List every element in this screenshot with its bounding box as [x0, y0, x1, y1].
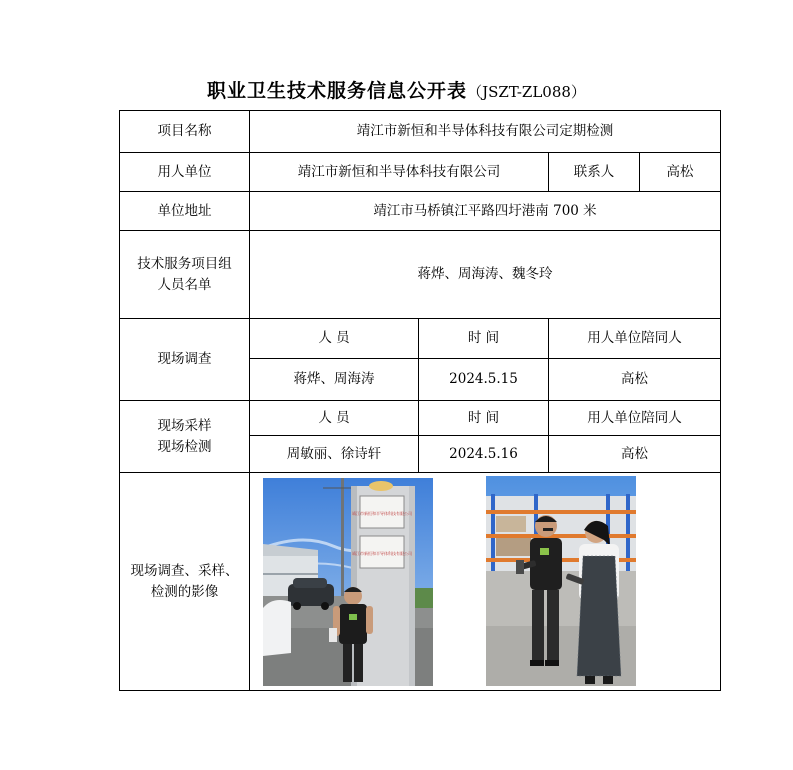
sign-text-2: 靖江市新恒和半导体科技有限公司 — [352, 551, 412, 556]
row-address — [120, 192, 721, 231]
team-value: 蒋烨、周海涛、魏冬玲 — [250, 231, 721, 319]
sign-text-1: 靖江市新恒和半导体科技有限公司 — [352, 511, 412, 516]
sampling-col-time: 时 间 — [419, 401, 549, 436]
row-team — [120, 231, 721, 319]
survey-col-companion: 用人单位陪同人 — [549, 319, 721, 359]
survey-companion: 高松 — [549, 359, 721, 401]
address-label: 单位地址 — [120, 192, 250, 231]
row-project-name — [120, 111, 721, 153]
site-photo-workers — [486, 476, 636, 686]
document-code: （JSZT-ZL088） — [467, 83, 586, 101]
sampling-date: 2024.5.16 — [419, 436, 549, 473]
sampling-col-companion: 用人单位陪同人 — [549, 401, 721, 436]
images-cell — [250, 473, 721, 691]
contact-value: 高松 — [640, 153, 721, 192]
sampling-label: 现场采样 现场检测 — [120, 401, 250, 473]
employer-value: 靖江市新恒和半导体科技有限公司 — [250, 153, 549, 192]
sampling-col-personnel: 人 员 — [250, 401, 419, 436]
survey-col-personnel: 人 员 — [250, 319, 419, 359]
info-table — [119, 110, 721, 691]
team-label: 技术服务项目组 人员名单 — [120, 231, 250, 319]
survey-col-time: 时 间 — [419, 319, 549, 359]
survey-date: 2024.5.15 — [419, 359, 549, 401]
title-text: 职业卫生技术服务信息公开表 — [207, 80, 468, 102]
images-label: 现场调查、采样、 检测的影像 — [120, 473, 250, 691]
project-name-label: 项目名称 — [120, 111, 250, 153]
contact-label: 联系人 — [549, 153, 640, 192]
sampling-personnel: 周敏丽、徐诗轩 — [250, 436, 419, 473]
address-value: 靖江市马桥镇江平路四圩港南 700 米 — [250, 192, 721, 231]
row-employer — [120, 153, 721, 192]
employer-label: 用人单位 — [120, 153, 250, 192]
survey-personnel: 蒋烨、周海涛 — [250, 359, 419, 401]
row-survey-header — [120, 319, 721, 359]
survey-label: 现场调查 — [120, 319, 250, 401]
row-sampling-header — [120, 401, 721, 436]
site-photo-sign — [263, 478, 433, 686]
project-name-value: 靖江市新恒和半导体科技有限公司定期检测 — [250, 111, 721, 153]
row-images — [120, 473, 721, 691]
sampling-companion: 高松 — [549, 436, 721, 473]
document-title — [0, 76, 793, 103]
